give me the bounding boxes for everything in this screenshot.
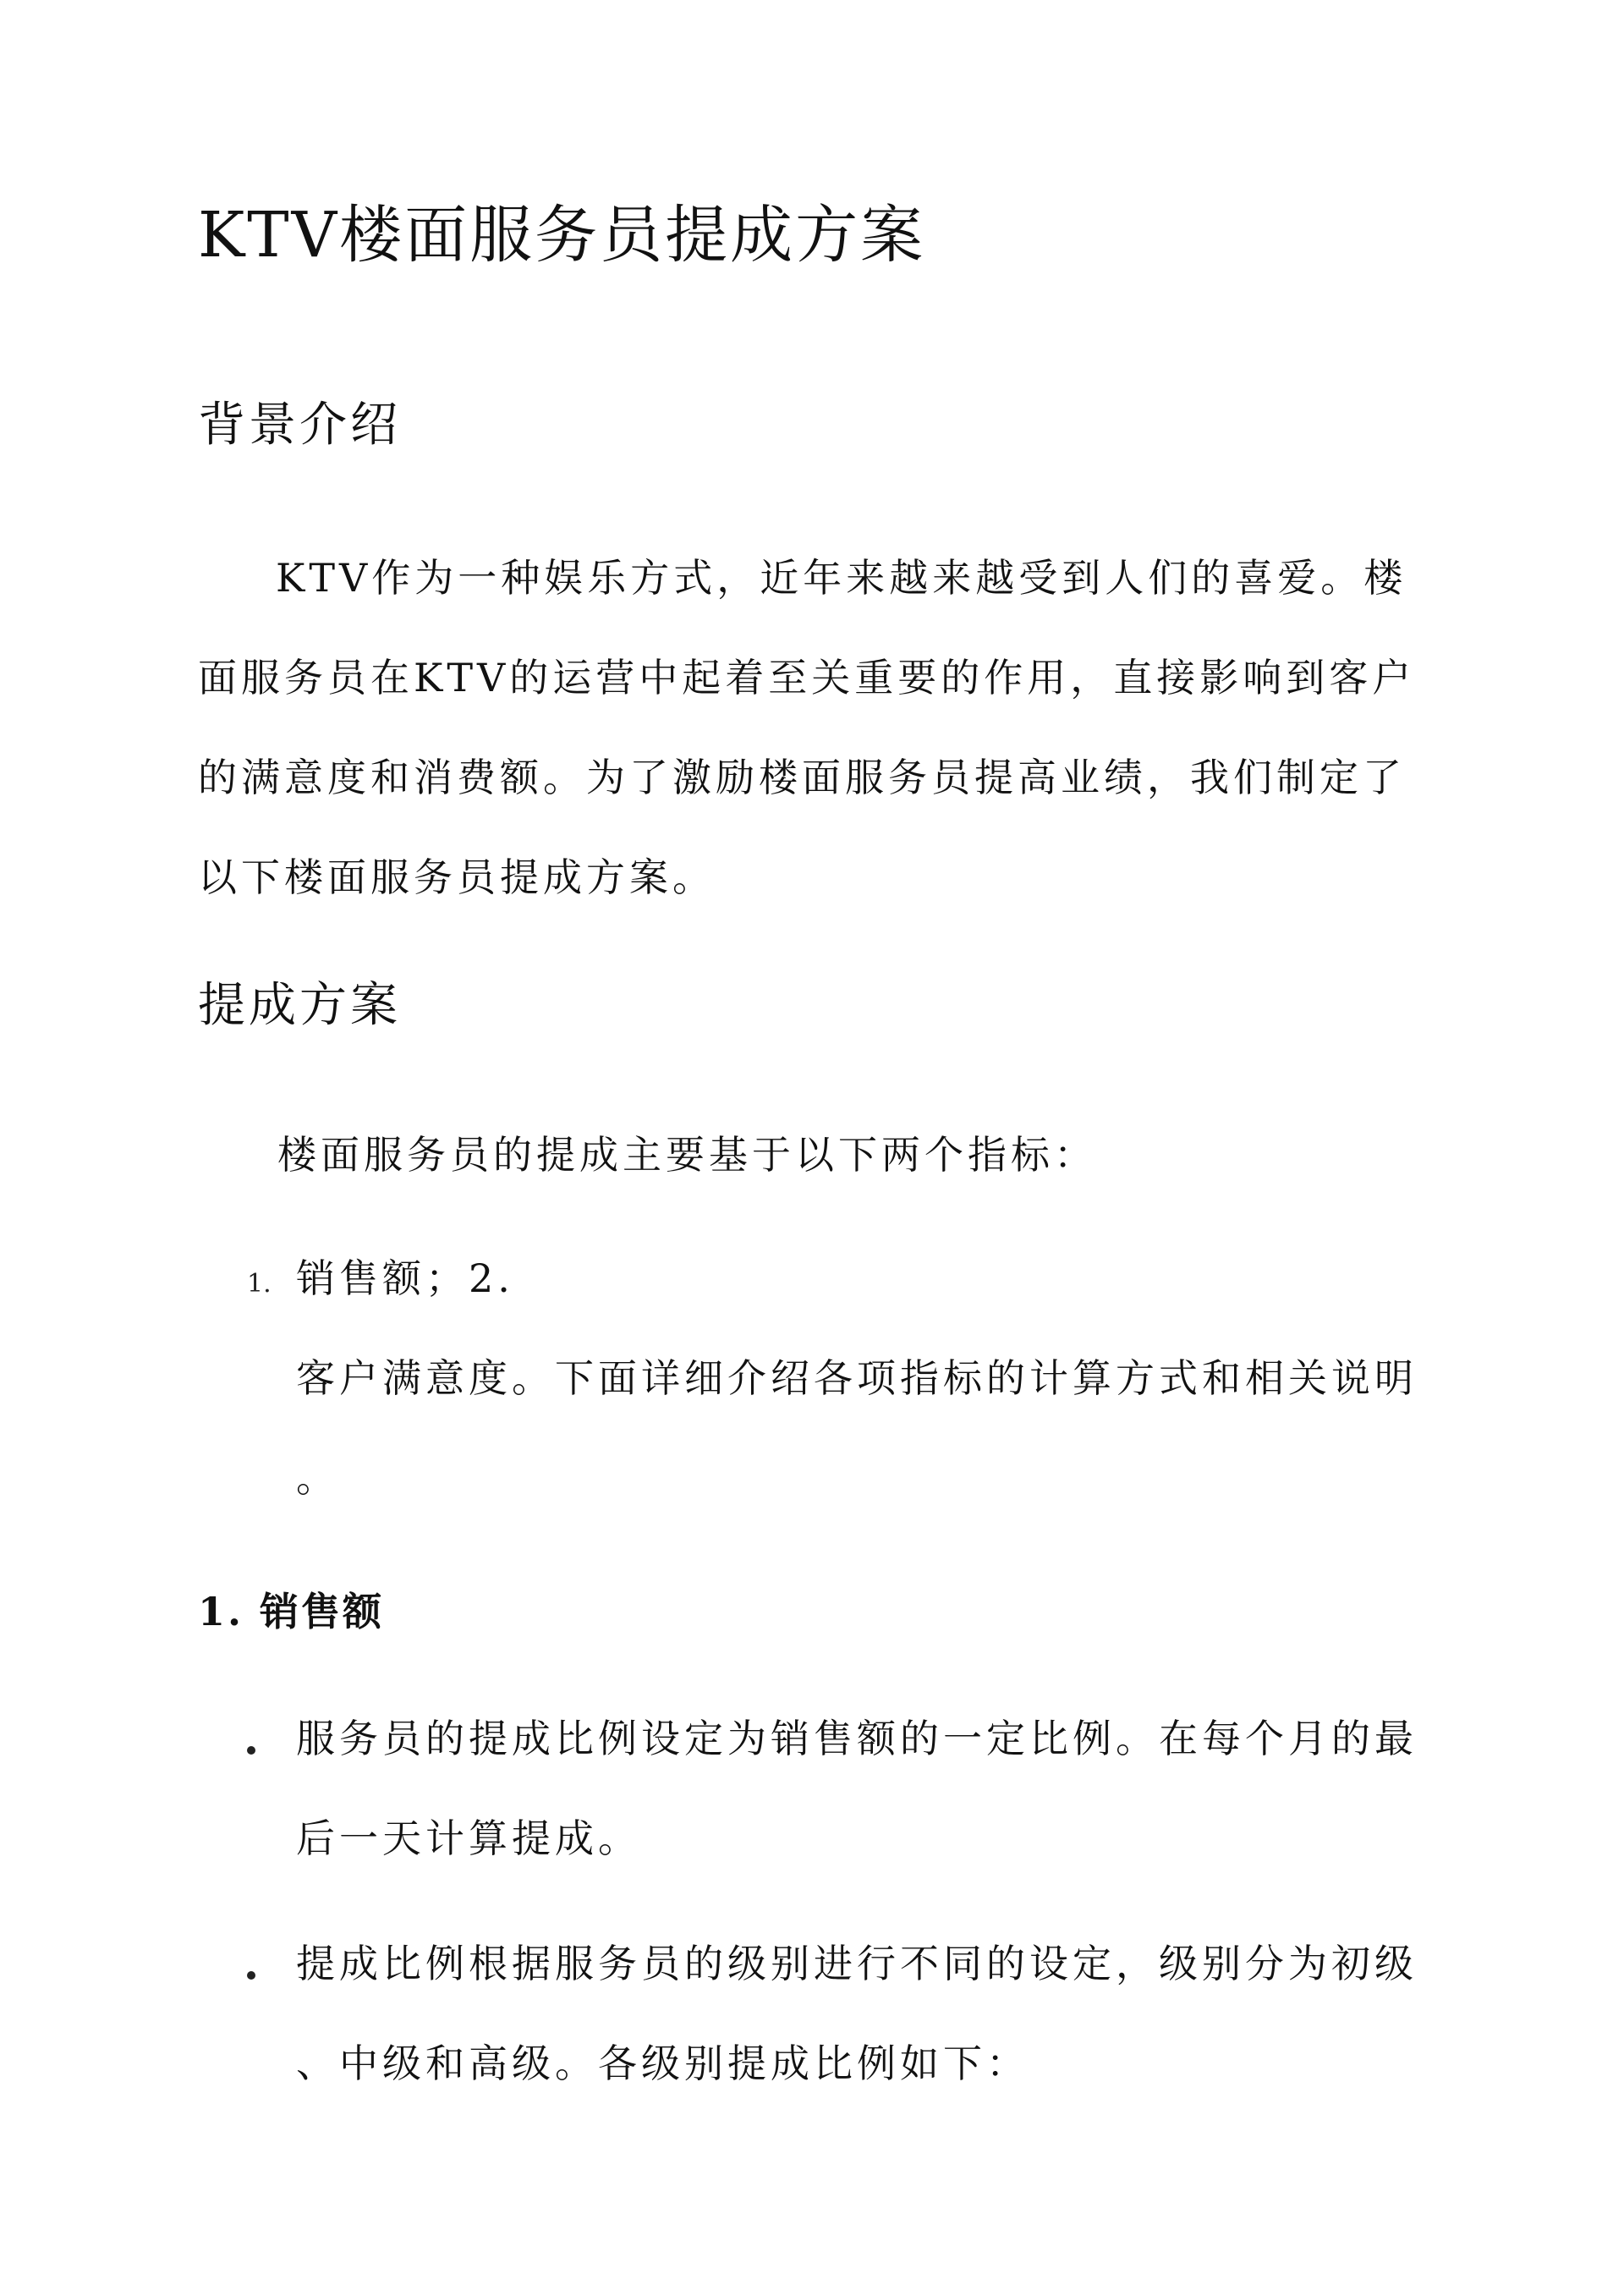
section-heading-background: 背景介绍 (198, 398, 401, 453)
plan-intro: 楼面服务员的提成主要基于以下两个指标： (277, 1132, 1097, 1178)
background-paragraph: KTV作为一种娱乐方式，近年来越来越受到人们的喜爱。楼面服务员在KTV的运营中起着至关重要的作用，直接影响到客户的满意度和消费额。为了激励楼面服务员提高业绩，我们制定了以下楼面服务员提成方案。 (198, 555, 1416, 900)
list-item-line-2: 客户满意度。下面详细介绍各项指标的计算方式和相关说明 (296, 1355, 1418, 1401)
list-item-line-3: 。 (296, 1455, 339, 1501)
bullet-line-2: 、中级和高级。各级别提成比例如下： (296, 2041, 1029, 2086)
bullet-item (247, 1717, 1431, 1920)
document-title: KTV楼面服务员提成方案 (198, 199, 926, 272)
bullet-item (247, 1942, 1431, 2145)
numbered-list-item (247, 1257, 1431, 1511)
bullet-dot (247, 1746, 255, 1755)
bullet-line-1: 提成比例根据服务员的级别进行不同的设定，级别分为初级 (296, 1941, 1418, 1986)
bullet-line-1: 服务员的提成比例设定为销售额的一定比例。在每个月的最 (296, 1716, 1418, 1761)
list-number-marker: 1. (247, 1269, 272, 1299)
bullet-line-2: 后一天计算提成。 (296, 1815, 641, 1861)
bullet-dot (247, 1971, 255, 1980)
subsection-heading-sales: 1. 销售额 (198, 1589, 385, 1634)
list-item-line-1: 销售额；2. (296, 1255, 514, 1301)
section-heading-plan: 提成方案 (198, 978, 401, 1033)
